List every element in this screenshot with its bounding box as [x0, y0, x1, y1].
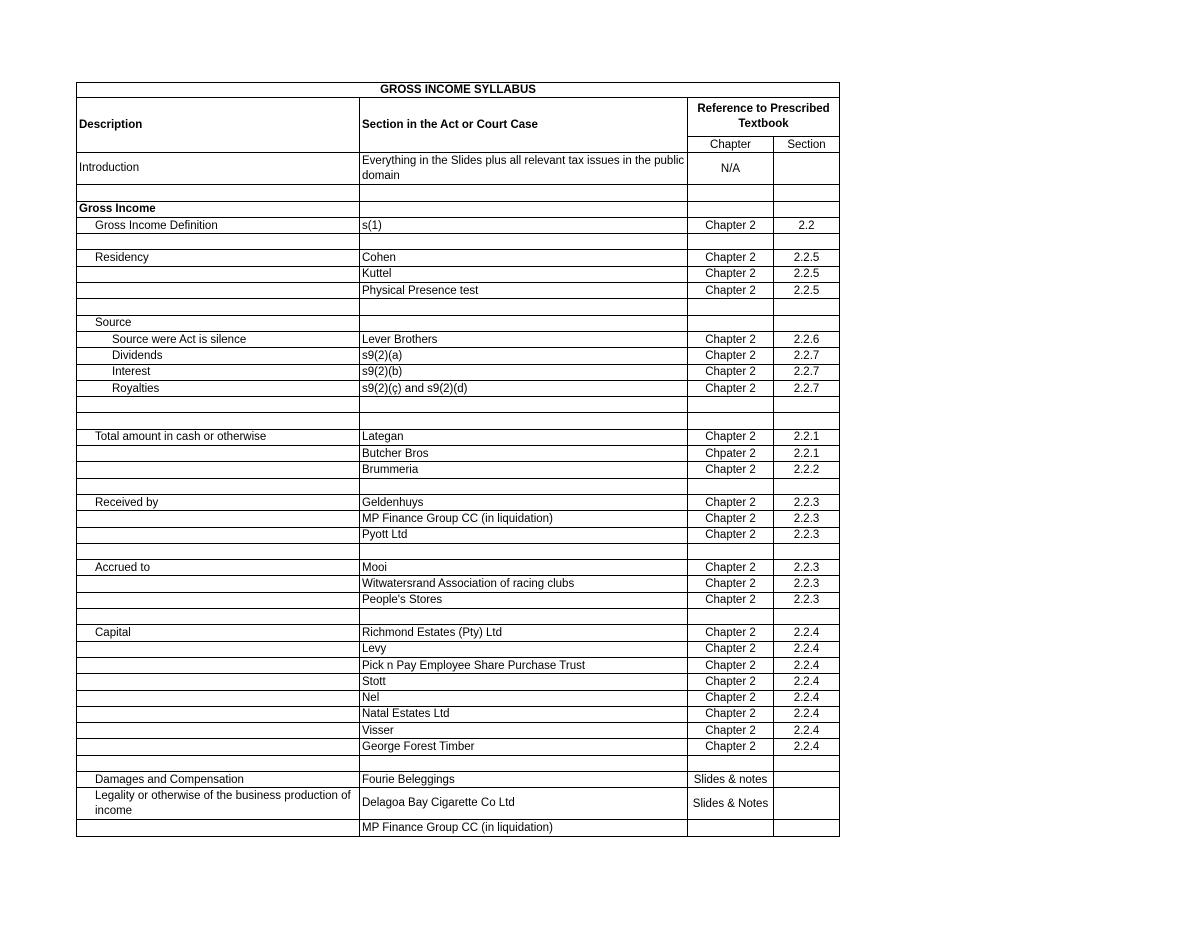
chapter-cell: Chapter 2 [688, 364, 774, 380]
description-cell [77, 446, 360, 462]
section-cell: Cohen [360, 250, 688, 266]
table-row [77, 364, 840, 380]
section-cell [360, 609, 688, 625]
chapter-cell: Chapter 2 [688, 641, 774, 657]
description-cell: Total amount in cash or otherwise [77, 429, 360, 445]
section-cell: s9(2)(a) [360, 348, 688, 364]
description-cell: Received by [77, 494, 360, 510]
section-no-cell: 2.2.4 [774, 641, 840, 657]
table-row [77, 788, 840, 820]
description-cell [77, 543, 360, 559]
description-cell [77, 397, 360, 413]
gross-income-syllabus-table [76, 82, 840, 837]
chapter-cell: Chapter 2 [688, 657, 774, 673]
description-cell [77, 576, 360, 592]
section-cell: Stott [360, 674, 688, 690]
section-cell: Butcher Bros [360, 446, 688, 462]
description-cell: Royalties [77, 380, 360, 396]
section-cell: s9(2)(b) [360, 364, 688, 380]
section-no-cell [774, 478, 840, 494]
table-row [77, 397, 840, 413]
description-cell [77, 299, 360, 315]
table-row [77, 609, 840, 625]
description-cell: Source [77, 315, 360, 331]
table-row [77, 690, 840, 706]
section-no-cell [774, 771, 840, 787]
table-row [77, 739, 840, 755]
description-cell: Dividends [77, 348, 360, 364]
chapter-cell: Chapter 2 [688, 706, 774, 722]
section-no-cell [774, 201, 840, 217]
chapter-cell [688, 234, 774, 250]
chapter-cell: Slides & Notes [688, 788, 774, 820]
table-row [77, 771, 840, 787]
section-cell [360, 201, 688, 217]
chapter-cell [688, 315, 774, 331]
description-cell: Source were Act is silence [77, 331, 360, 347]
table-row [77, 331, 840, 347]
section-cell: Delagoa Bay Cigarette Co Ltd [360, 788, 688, 820]
section-no-cell: 2.2.1 [774, 446, 840, 462]
section-cell: Pick n Pay Employee Share Purchase Trust [360, 657, 688, 673]
chapter-cell: Chapter 2 [688, 674, 774, 690]
header-reference: Reference to Prescribed Textbook [688, 98, 840, 137]
section-cell [360, 185, 688, 201]
section-no-cell: 2.2.2 [774, 462, 840, 478]
section-no-cell: 2.2.3 [774, 527, 840, 543]
section-no-cell: 2.2.4 [774, 706, 840, 722]
table-row [77, 592, 840, 608]
section-cell: Lever Brothers [360, 331, 688, 347]
description-cell [77, 739, 360, 755]
description-cell [77, 641, 360, 657]
chapter-cell [688, 413, 774, 429]
table-title: GROSS INCOME SYLLABUS [77, 83, 840, 98]
chapter-cell [688, 201, 774, 217]
chapter-cell [688, 609, 774, 625]
section-cell: Kuttel [360, 266, 688, 282]
header-chapter: Chapter [688, 137, 774, 153]
section-cell: George Forest Timber [360, 739, 688, 755]
section-cell: Pyott Ltd [360, 527, 688, 543]
section-cell: s9(2)(ç) and s9(2)(d) [360, 380, 688, 396]
description-cell [77, 413, 360, 429]
description-cell: Interest [77, 364, 360, 380]
description-cell [77, 592, 360, 608]
description-cell: Legality or otherwise of the business production of income [77, 788, 360, 820]
description-cell: Introduction [77, 153, 360, 185]
table-row [77, 348, 840, 364]
table-row [77, 527, 840, 543]
chapter-cell: Chapter 2 [688, 690, 774, 706]
table-row [77, 315, 840, 331]
header-description: Description [77, 98, 360, 153]
table-row [77, 560, 840, 576]
description-cell [77, 511, 360, 527]
table-row [77, 299, 840, 315]
section-no-cell [774, 315, 840, 331]
section-no-cell [774, 755, 840, 771]
chapter-cell: Chapter 2 [688, 511, 774, 527]
section-no-cell [774, 234, 840, 250]
description-cell [77, 706, 360, 722]
table-row [77, 217, 840, 233]
chapter-cell: Chapter 2 [688, 462, 774, 478]
table-row [77, 283, 840, 299]
header-row [77, 98, 840, 137]
table-row [77, 625, 840, 641]
table-row [77, 706, 840, 722]
chapter-cell: Chapter 2 [688, 739, 774, 755]
chapter-cell: Chapter 2 [688, 723, 774, 739]
section-no-cell: 2.2.3 [774, 494, 840, 510]
chapter-cell: Chapter 2 [688, 494, 774, 510]
table-row [77, 380, 840, 396]
description-cell [77, 609, 360, 625]
header-section: Section in the Act or Court Case [360, 98, 688, 153]
description-cell: Gross Income [77, 201, 360, 217]
chapter-cell: Chapter 2 [688, 625, 774, 641]
description-cell [77, 283, 360, 299]
section-cell: Fourie Beleggings [360, 771, 688, 787]
section-no-cell [774, 299, 840, 315]
description-cell [77, 723, 360, 739]
section-cell [360, 755, 688, 771]
section-cell: Richmond Estates (Pty) Ltd [360, 625, 688, 641]
section-cell [360, 234, 688, 250]
table-row [77, 755, 840, 771]
description-cell [77, 527, 360, 543]
section-cell: Levy [360, 641, 688, 657]
description-cell [77, 462, 360, 478]
section-no-cell [774, 397, 840, 413]
chapter-cell [688, 185, 774, 201]
section-no-cell [774, 543, 840, 559]
chapter-cell: Chapter 2 [688, 592, 774, 608]
section-cell: Natal Estates Ltd [360, 706, 688, 722]
table-row [77, 266, 840, 282]
section-no-cell: 2.2.4 [774, 674, 840, 690]
description-cell [77, 185, 360, 201]
description-cell: Damages and Compensation [77, 771, 360, 787]
table-row [77, 674, 840, 690]
table-row [77, 185, 840, 201]
section-no-cell: 2.2.7 [774, 380, 840, 396]
description-cell: Residency [77, 250, 360, 266]
description-cell [77, 266, 360, 282]
table-row [77, 641, 840, 657]
section-cell: MP Finance Group CC (in liquidation) [360, 820, 688, 836]
table-row [77, 462, 840, 478]
section-no-cell [774, 820, 840, 836]
section-cell [360, 413, 688, 429]
description-cell: Capital [77, 625, 360, 641]
title-row [77, 83, 840, 98]
section-no-cell: 2.2.4 [774, 739, 840, 755]
section-no-cell: 2.2.4 [774, 625, 840, 641]
section-cell [360, 299, 688, 315]
table-row [77, 429, 840, 445]
section-cell: Brummeria [360, 462, 688, 478]
chapter-cell [688, 543, 774, 559]
table-row [77, 494, 840, 510]
table-row [77, 543, 840, 559]
table-row [77, 234, 840, 250]
section-no-cell: 2.2.4 [774, 690, 840, 706]
section-no-cell: 2.2.7 [774, 348, 840, 364]
description-cell [77, 657, 360, 673]
section-no-cell [774, 609, 840, 625]
chapter-cell [688, 478, 774, 494]
section-no-cell: 2.2.5 [774, 250, 840, 266]
table-row [77, 576, 840, 592]
table-row [77, 820, 840, 836]
chapter-cell: Chapter 2 [688, 429, 774, 445]
section-no-cell: 2.2.4 [774, 723, 840, 739]
section-cell: Geldenhuys [360, 494, 688, 510]
chapter-cell: Chapter 2 [688, 527, 774, 543]
section-no-cell: 2.2.1 [774, 429, 840, 445]
description-cell [77, 674, 360, 690]
section-cell [360, 397, 688, 413]
description-cell [77, 234, 360, 250]
description-cell [77, 755, 360, 771]
description-cell [77, 478, 360, 494]
section-no-cell [774, 413, 840, 429]
chapter-cell: Chpater 2 [688, 446, 774, 462]
table-row [77, 723, 840, 739]
chapter-cell: Chapter 2 [688, 217, 774, 233]
table-row [77, 413, 840, 429]
table-row [77, 478, 840, 494]
chapter-cell: N/A [688, 153, 774, 185]
table-row [77, 153, 840, 185]
section-no-cell: 2.2.4 [774, 657, 840, 673]
section-no-cell: 2.2.3 [774, 560, 840, 576]
section-no-cell: 2.2.3 [774, 511, 840, 527]
chapter-cell: Chapter 2 [688, 331, 774, 347]
chapter-cell [688, 397, 774, 413]
table-row [77, 201, 840, 217]
chapter-cell [688, 299, 774, 315]
section-no-cell: 2.2.5 [774, 266, 840, 282]
section-no-cell: 2.2.7 [774, 364, 840, 380]
table-row [77, 657, 840, 673]
section-cell [360, 315, 688, 331]
chapter-cell: Chapter 2 [688, 266, 774, 282]
chapter-cell: Chapter 2 [688, 380, 774, 396]
section-cell [360, 543, 688, 559]
section-cell: s(1) [360, 217, 688, 233]
table-row [77, 250, 840, 266]
section-cell: MP Finance Group CC (in liquidation) [360, 511, 688, 527]
section-no-cell [774, 153, 840, 185]
chapter-cell: Chapter 2 [688, 576, 774, 592]
description-cell [77, 690, 360, 706]
chapter-cell: Chapter 2 [688, 348, 774, 364]
section-cell: Nel [360, 690, 688, 706]
chapter-cell [688, 755, 774, 771]
header-section-no: Section [774, 137, 840, 153]
section-cell: Everything in the Slides plus all relevant tax issues in the public domain [360, 153, 688, 185]
section-cell: Visser [360, 723, 688, 739]
section-no-cell [774, 185, 840, 201]
section-cell: Lategan [360, 429, 688, 445]
description-cell: Gross Income Definition [77, 217, 360, 233]
description-cell: Accrued to [77, 560, 360, 576]
section-cell: Mooi [360, 560, 688, 576]
table-row [77, 446, 840, 462]
section-no-cell: 2.2.3 [774, 592, 840, 608]
chapter-cell: Chapter 2 [688, 560, 774, 576]
table-row [77, 511, 840, 527]
chapter-cell: Slides & notes [688, 771, 774, 787]
chapter-cell: Chapter 2 [688, 283, 774, 299]
section-no-cell: 2.2.3 [774, 576, 840, 592]
section-no-cell: 2.2.6 [774, 331, 840, 347]
section-cell: People's Stores [360, 592, 688, 608]
section-cell: Witwatersrand Association of racing clubs [360, 576, 688, 592]
chapter-cell: Chapter 2 [688, 250, 774, 266]
section-no-cell: 2.2 [774, 217, 840, 233]
description-cell [77, 820, 360, 836]
section-no-cell: 2.2.5 [774, 283, 840, 299]
section-cell: Physical Presence test [360, 283, 688, 299]
section-cell [360, 478, 688, 494]
chapter-cell [688, 820, 774, 836]
section-no-cell [774, 788, 840, 820]
